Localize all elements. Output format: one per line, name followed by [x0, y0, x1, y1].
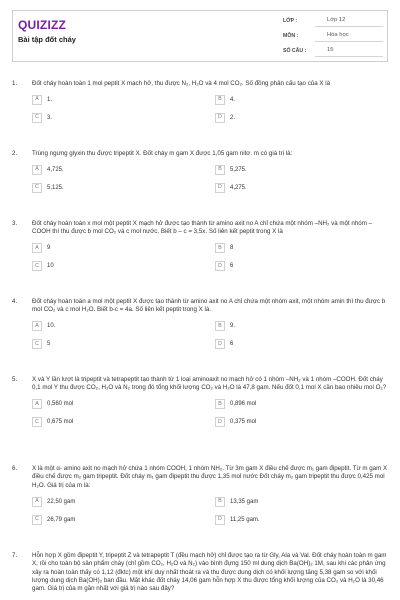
option-text: 10	[47, 263, 54, 270]
option-c[interactable]	[32, 339, 205, 350]
question-7	[12, 552, 388, 594]
question-6	[12, 465, 388, 525]
quizizz-logo: QUIZIZZ	[18, 18, 67, 32]
question-1	[12, 80, 388, 123]
option-b[interactable]	[215, 94, 388, 105]
meta-class	[283, 17, 383, 27]
option-text: 0,896 mol	[230, 401, 257, 408]
option-letter: B	[215, 165, 225, 175]
option-letter: C	[32, 113, 42, 123]
option-a[interactable]	[32, 243, 205, 254]
option-c[interactable]	[32, 417, 205, 428]
option-text: 4,275.	[230, 184, 247, 191]
option-d[interactable]	[215, 261, 388, 272]
option-b[interactable]	[215, 496, 388, 507]
question-text: Đốt cháy hoàn toàn 1 mol peptit X mạch hở, thu được N₂, H₂O và 4 mol CO₂. Số đồng phân cấu tạo của X là	[32, 80, 331, 87]
option-letter: D	[215, 417, 225, 427]
option-d[interactable]	[215, 417, 388, 428]
question-text: Đốt cháy hoàn toàn a mol một peptit X được tạo thành từ amino axit no A chỉ chứa một nhóm axit, một nhóm amin thì thu được b mol CO₂ và c mol H₂O. Biết b-c = 4a. Số liên kết peptit trong X là.	[32, 298, 386, 314]
option-letter: C	[32, 417, 42, 427]
question-2	[12, 150, 388, 193]
meta-value: Lớp 12	[315, 17, 383, 27]
meta-label: MÔN :	[283, 33, 299, 40]
option-letter: D	[215, 339, 225, 349]
option-letter: A	[32, 399, 42, 409]
option-letter: A	[32, 497, 42, 507]
option-letter: B	[215, 95, 225, 105]
option-text: 0,675 mol	[47, 419, 74, 426]
question-number: 5.	[12, 376, 18, 383]
answer-options	[32, 164, 388, 193]
option-c[interactable]	[32, 514, 205, 525]
option-letter: C	[32, 261, 42, 271]
answer-options	[32, 321, 388, 350]
option-c[interactable]	[32, 182, 205, 193]
worksheet-title: Bài tập đốt cháy	[18, 35, 76, 44]
option-text: 13,35 gam	[230, 498, 259, 505]
option-b[interactable]	[215, 243, 388, 254]
option-letter: D	[215, 113, 225, 123]
option-text: 8	[230, 245, 234, 252]
option-text: 22,50 gam	[47, 498, 76, 505]
question-number: 1.	[12, 80, 18, 87]
option-text: 5,275.	[230, 166, 247, 173]
option-text: 5	[47, 341, 51, 348]
question-number: 4.	[12, 298, 18, 305]
option-text: 9	[47, 245, 51, 252]
option-c[interactable]	[32, 112, 205, 123]
option-letter: B	[215, 399, 225, 409]
question-text: X là một α- amino axit no mạch hở chứa 1 nhóm COOH, 1 nhóm NH₂. Từ 3m gam X điều chế được m₁ gam đipeptit. Từ m gam X điều chế được m₂ gam tripeptit. Đốt cháy m₁ gam đipeptit thu được 1,35 mol nước Đốt cháy m₂ gam tripeptit thu được 0,425 mol H₂O. Giá trị của m là:	[32, 465, 388, 489]
meta-count	[283, 47, 383, 57]
answer-options	[32, 496, 388, 525]
option-text: 3.	[47, 114, 53, 121]
question-4	[12, 298, 388, 350]
option-b[interactable]	[215, 399, 388, 410]
meta-label: LỚP :	[283, 18, 298, 25]
option-letter: B	[215, 321, 225, 331]
meta-value: 15	[315, 47, 383, 57]
option-text: 10.	[47, 323, 56, 330]
meta-label: SỐ CÂU :	[283, 48, 307, 55]
option-text: 5,125.	[47, 184, 64, 191]
option-d[interactable]	[215, 182, 388, 193]
option-text: 0,375 mol	[230, 419, 257, 426]
meta-value: Hóa học	[315, 32, 383, 42]
question-text: Trùng ngưng glyxin thu được tripeptit X. Đốt cháy m gam X được 1,05 gam nitơ. m có giá trị là:	[32, 150, 293, 157]
option-text: 4,725.	[47, 166, 64, 173]
option-letter: B	[215, 243, 225, 253]
option-letter: B	[215, 497, 225, 507]
option-letter: A	[32, 165, 42, 175]
worksheet-header	[12, 10, 388, 62]
answer-options	[32, 94, 388, 123]
question-text: Đốt cháy hoàn toàn x mol một peptit X mạch hở được tạo thành từ amino axit no A chỉ chứa một nhóm –NH₂ và một nhóm –COOH thì thu được b mol CO₂ và c mol nước. Biết b – c = 3,5x. Số liên kết peptit trong X là	[32, 220, 373, 236]
option-text: 26,79 gam	[47, 516, 76, 523]
option-a[interactable]	[32, 496, 205, 507]
question-3	[12, 220, 388, 272]
option-letter: C	[32, 339, 42, 349]
option-b[interactable]	[215, 164, 388, 175]
option-text: 6	[230, 263, 234, 270]
answer-options	[32, 399, 388, 428]
question-number: 2.	[12, 150, 18, 157]
option-letter: A	[32, 95, 42, 105]
option-d[interactable]	[215, 514, 388, 525]
option-b[interactable]	[215, 321, 388, 332]
option-d[interactable]	[215, 339, 388, 350]
option-a[interactable]	[32, 94, 205, 105]
option-a[interactable]	[32, 164, 205, 175]
question-number: 3.	[12, 220, 18, 227]
question-text: Hỗn hợp X gồm đipeptit Y, tripeptit Z và tetrapeptit T (đều mạch hở) chỉ được tạo ra từ Gly, Ala và Val. Đốt cháy hoàn toàn m gam X, rồi cho toàn bộ sản phẩm cháy (chỉ gồm CO₂, H₂O và N₂) vào bình đựng 150 ml dung dịch Ba(OH)₂ 1M, sau khi các phản ứng xảy ra hoàn toàn thấy có 1,12 (đktc) một khí duy nhất thoát ra và thu được dung dịch có khối lượng tăng 5,38 gam so với khối lượng dung dịch Ba(OH)₂ ban đầu. Mặt khác đốt cháy 14,06 gam hỗn hợp X thu được tổng khối lượng của CO₂ và H₂O là 30,46 gam. Giá trị của m gần nhất với giá trị nào sau đây?	[32, 552, 387, 593]
question-text: X và Y lần lượt là tripeptit và tetrapeptit tạo thành từ 1 loại aminoaxit no mạch hở có 1 nhóm –NH₂ và 1 nhóm –COOH. Đốt cháy 0,1 mol Y thu được CO₂, H₂O và N₂ trong đó tổng khối lượng CO₂ và H₂O là 47,8 gam. Nếu đốt 0,1 mol X cần bao nhiêu mol O₂?	[32, 376, 387, 392]
option-a[interactable]	[32, 321, 205, 332]
option-text: 11,25 gam.	[230, 516, 260, 523]
option-text: 2.	[230, 114, 236, 121]
option-letter: A	[32, 321, 42, 331]
option-text: 0,560 mol	[47, 401, 74, 408]
option-letter: C	[32, 183, 42, 193]
option-letter: C	[32, 515, 42, 525]
question-5	[12, 376, 388, 428]
option-letter: D	[215, 515, 225, 525]
option-letter: D	[215, 183, 225, 193]
question-number: 6.	[12, 465, 18, 472]
option-text: 1.	[47, 96, 53, 103]
option-c[interactable]	[32, 261, 205, 272]
option-d[interactable]	[215, 112, 388, 123]
option-letter: D	[215, 261, 225, 271]
option-a[interactable]	[32, 399, 205, 410]
option-text: 6	[230, 341, 234, 348]
question-number: 7.	[12, 552, 18, 559]
option-text: 9.	[230, 323, 236, 330]
option-letter: A	[32, 243, 42, 253]
answer-options	[32, 243, 388, 272]
option-text: 4.	[230, 96, 236, 103]
meta-subject	[283, 32, 383, 42]
